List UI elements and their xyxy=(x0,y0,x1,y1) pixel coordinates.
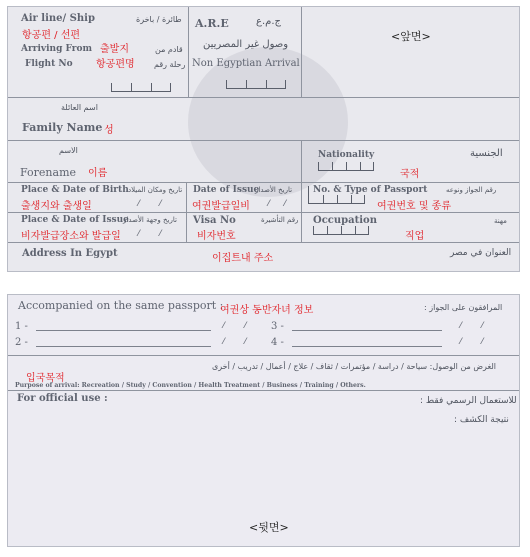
flight-no-translation: 항공편명 xyxy=(96,59,135,70)
flight-no-label: Flight No xyxy=(25,59,73,69)
occupation-label-ar: مهنة xyxy=(494,217,507,225)
address-label-ar: العنوان في مصر xyxy=(450,248,512,258)
are-label: A.R.E xyxy=(195,17,229,30)
accompanied-label: Accompanied on the same passport : xyxy=(18,299,224,312)
issue-date-translation: 여권발급일비 xyxy=(192,201,250,212)
front-side-card xyxy=(7,6,520,272)
passport-boxes[interactable] xyxy=(309,195,365,204)
passport-translation: 여권번호 및 종류 xyxy=(377,201,451,212)
purpose-label: Purpose of arrival: Recreation / Study / Convention / Health Treatment / Business / Training / Others. xyxy=(15,382,366,389)
exam-result-label-ar: نتيجة الكشف : xyxy=(454,415,509,425)
family-name-label: Family Name xyxy=(22,121,103,134)
watermark-seal xyxy=(188,47,348,197)
visa-no-label-ar: رقم التأشيرة xyxy=(261,216,299,224)
front-side-label: <앞면> xyxy=(391,30,431,43)
issue-place-slashes[interactable]: / / xyxy=(136,229,164,239)
companion-2-date-slashes[interactable]: / / xyxy=(221,337,249,347)
visa-no-label: Visa No xyxy=(193,215,236,226)
companion-row-4[interactable]: 4 - xyxy=(271,337,284,348)
arriving-from-label-ar: قادم من xyxy=(155,45,183,54)
issue-date-label: Date of Issue xyxy=(193,185,260,195)
accompanied-translation: 여권상 동반자녀 정보 xyxy=(220,305,314,316)
issue-place-label: Place & Date of Issue xyxy=(21,215,129,225)
forename-label-ar: الاسم xyxy=(59,146,78,155)
companion-row-3[interactable]: 3 - xyxy=(271,321,284,332)
purpose-label-ar: الغرض من الوصول: سياحة / دراسة / مؤتمرات / ثقاف / علاج / أعمال / تدريب / أخرى xyxy=(212,362,496,371)
occupation-boxes[interactable] xyxy=(313,226,369,235)
nationality-label: Nationality xyxy=(318,150,375,160)
companion-row-1[interactable]: 1 - xyxy=(15,321,28,332)
issue-date-label-ar: تاريخ الأصدار xyxy=(255,186,293,194)
passport-label-ar: رقم الجواز ونوعه xyxy=(446,186,497,194)
address-translation: 이집트내 주소 xyxy=(212,253,274,264)
nationality-translation: 국적 xyxy=(400,169,420,180)
arriving-from-translation: 출발지 xyxy=(100,44,129,55)
flight-no-label-ar: رحلة رقم xyxy=(154,60,186,69)
airline-translation: 항공편 / 선편 xyxy=(22,30,81,41)
family-name-translation: 성 xyxy=(104,125,114,136)
airline-label-ar: طائرة / باخرة xyxy=(136,15,182,24)
purpose-translation: 입국목적 xyxy=(26,373,65,384)
companion-row-2[interactable]: 2 - xyxy=(15,337,28,348)
issue-place-translation: 비자발급장소와 발급일 xyxy=(21,231,121,242)
nationality-label-ar: الجنسية xyxy=(470,148,503,159)
passport-label: No. & Type of Passport xyxy=(313,185,428,195)
arriving-from-label: Arriving From xyxy=(21,44,93,54)
companion-3-date-slashes[interactable]: / / xyxy=(458,321,486,331)
forename-translation: 이름 xyxy=(88,168,108,179)
forename-label: Forename xyxy=(20,166,77,179)
back-side-card xyxy=(7,294,520,547)
occupation-translation: 직업 xyxy=(405,231,425,242)
accompanied-label-ar: المرافقون على الجواز : xyxy=(424,303,503,312)
birth-date-slashes[interactable]: / / xyxy=(136,199,164,209)
non-egyptian-arrival: Non Egyptian Arrival xyxy=(192,58,300,69)
visa-no-translation: 비자번호 xyxy=(197,231,236,242)
airline-label: Air line/ Ship xyxy=(21,13,95,24)
official-use-label: For official use : xyxy=(17,393,108,404)
official-use-label-ar: للاستعمال الرسمي فقط : xyxy=(420,396,517,406)
birth-label: Place & Date of Birth xyxy=(21,185,129,195)
birth-translation: 출생지와 출생일 xyxy=(21,201,92,212)
nationality-boxes[interactable] xyxy=(318,162,374,171)
arrival-boxes[interactable] xyxy=(226,80,286,89)
address-label: Address In Egypt xyxy=(22,248,118,259)
flight-no-boxes[interactable] xyxy=(111,83,171,92)
family-name-label-ar: اسم العائلة xyxy=(61,103,98,112)
are-label-ar: ج.م.ع xyxy=(256,16,281,27)
companion-1-date-slashes[interactable]: / / xyxy=(221,321,249,331)
birth-label-ar: تاريخ ومكان الميلاد xyxy=(128,186,183,194)
issue-date-slashes[interactable]: / / xyxy=(266,199,288,209)
occupation-label: Occupation xyxy=(313,215,377,226)
non-egyptian-arrival-ar: وصول غير المصريين xyxy=(203,39,289,50)
back-side-label: <뒷면> xyxy=(249,521,289,534)
issue-place-label-ar: تاريخ وجهة الأصدار xyxy=(123,216,177,224)
companion-4-date-slashes[interactable]: / / xyxy=(458,337,486,347)
